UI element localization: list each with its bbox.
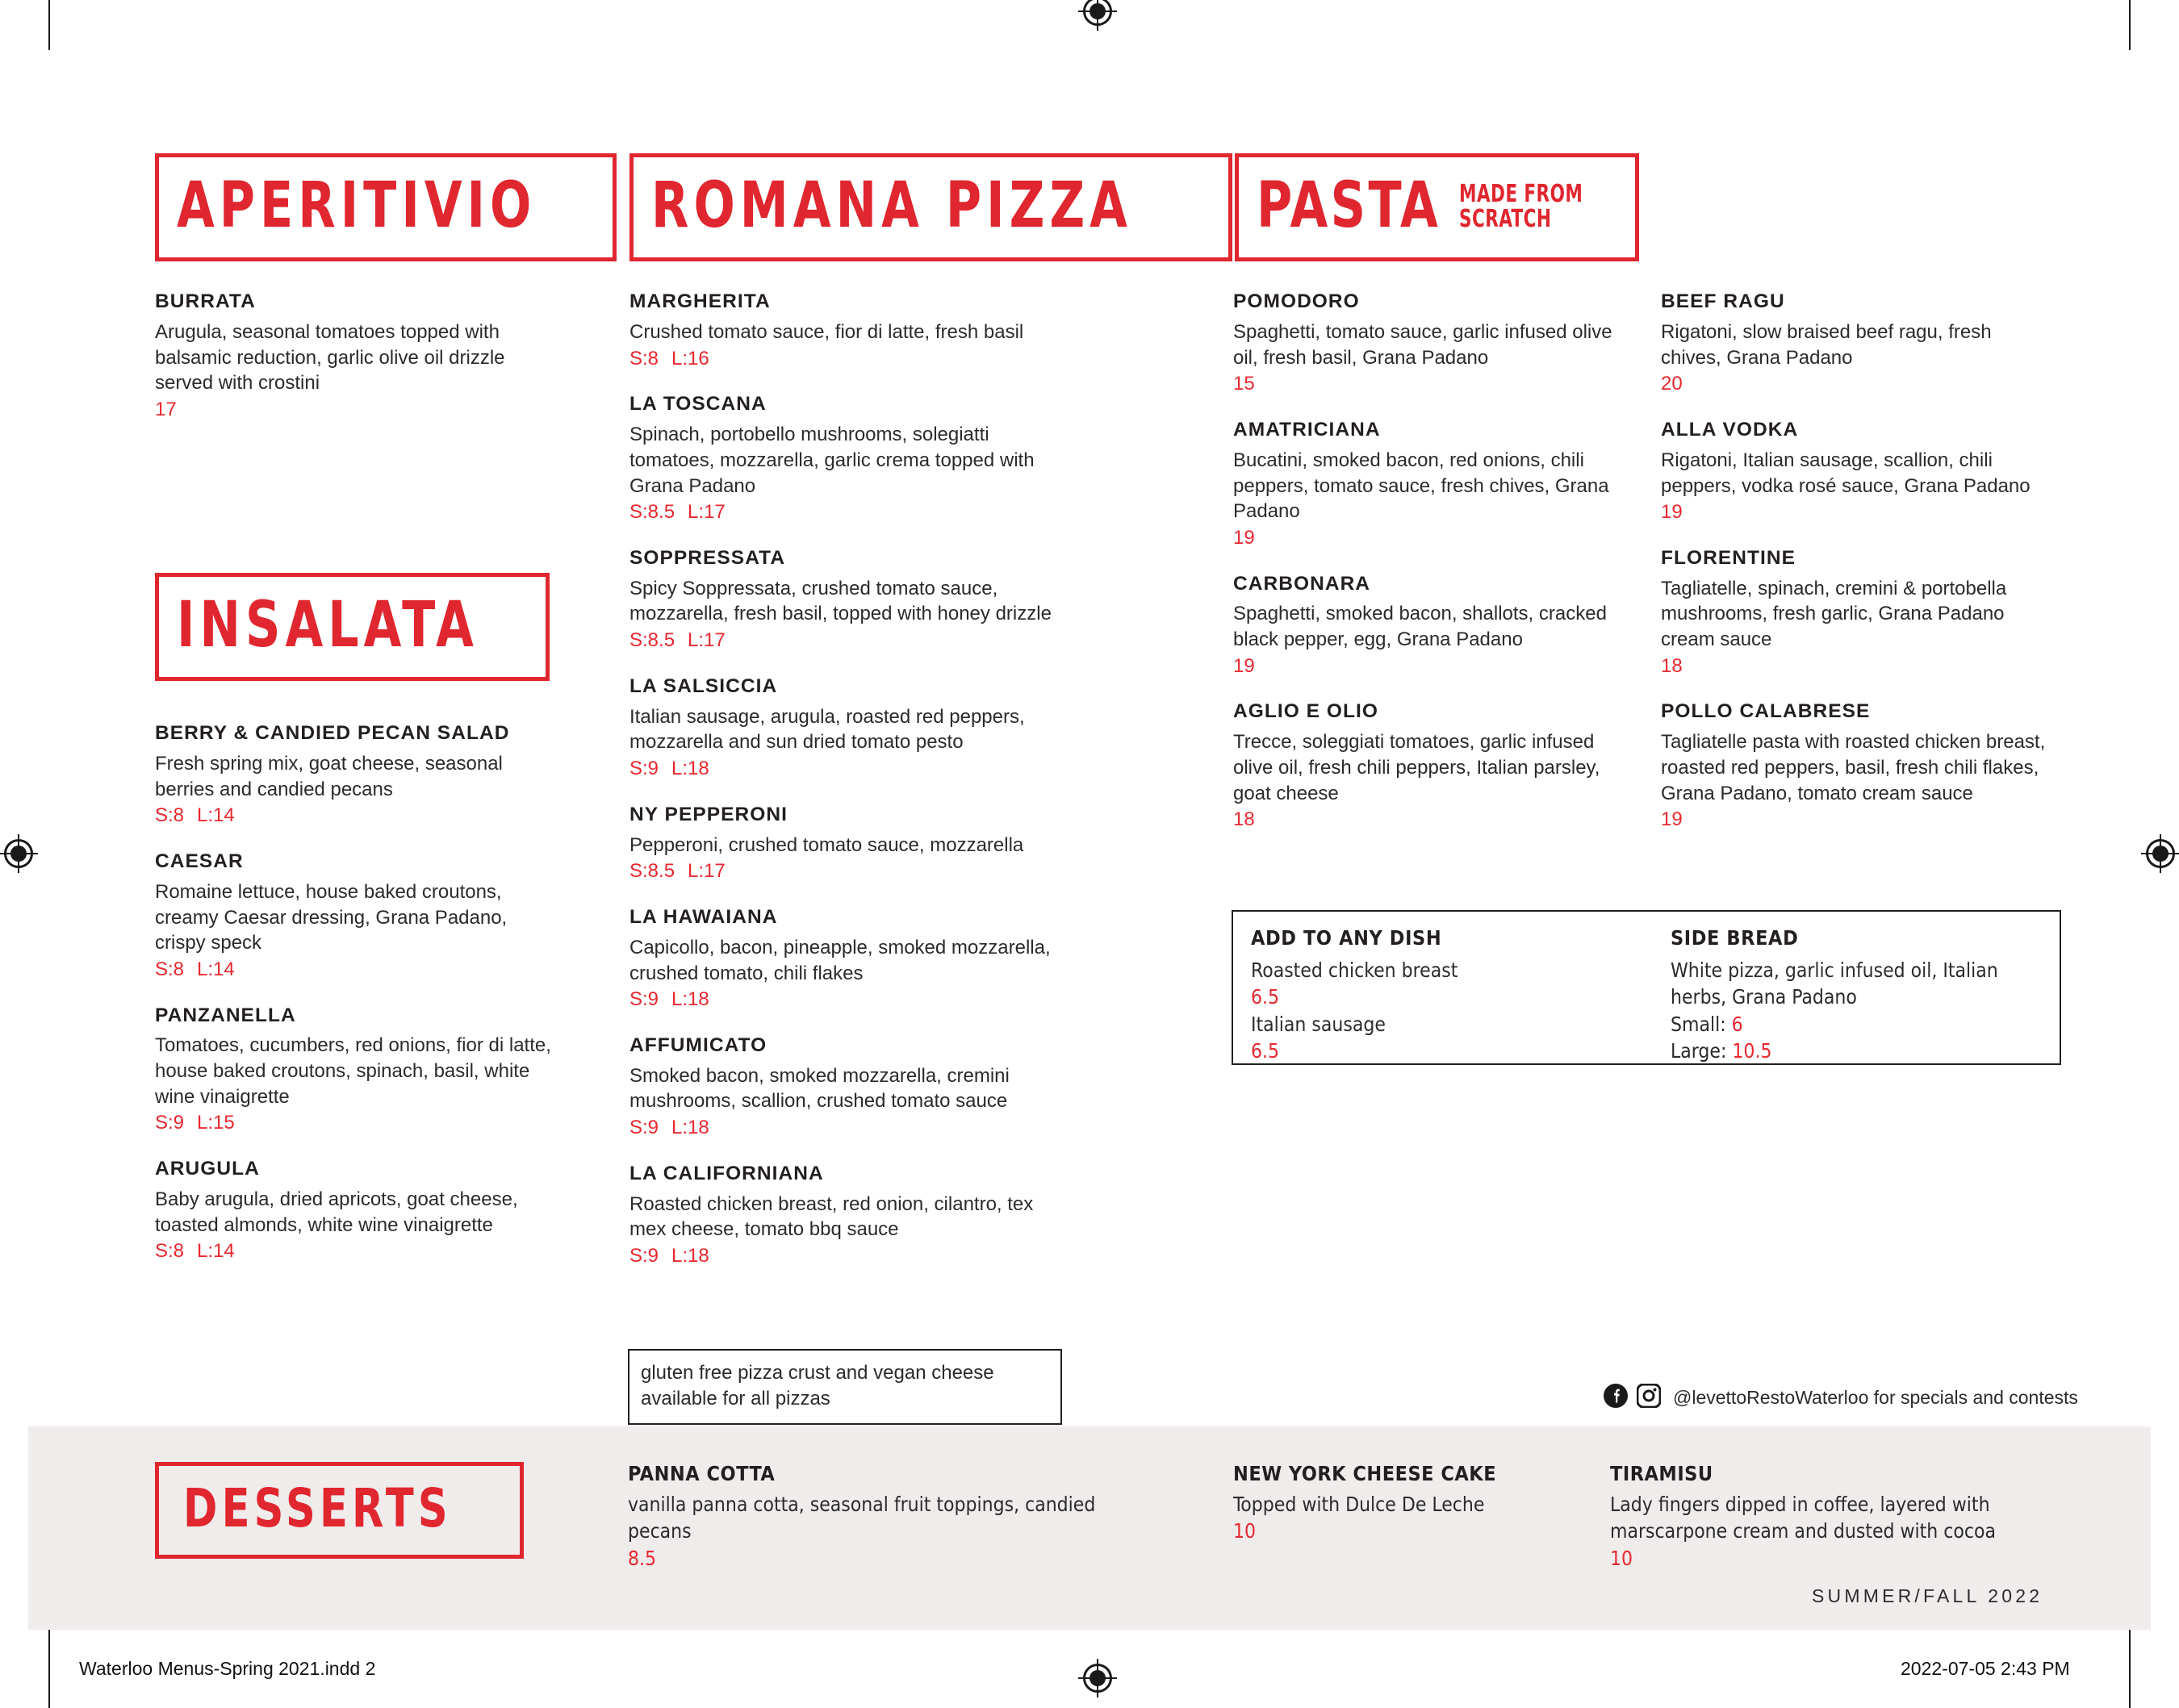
price-small: S:9: [629, 988, 659, 1011]
column-pizza: [629, 153, 1132, 261]
section-plate-pizza: [629, 153, 1232, 261]
item-name: NY PEPPERONI: [629, 803, 788, 825]
crop-mark-bottom-right: [2129, 1630, 2131, 1708]
item-price: 19: [1233, 526, 1255, 549]
price-large: L:17: [688, 629, 726, 652]
menu-item: [155, 1004, 558, 1137]
gluten-free-note: [628, 1349, 1062, 1425]
item-description: Roasted chicken breast, red onion, cilantro, tex mex cheese, tomato bbq sauce: [629, 1192, 1034, 1241]
menu-item: [1661, 419, 2056, 525]
item-description: Smoked bacon, smoked mozzarella, cremini mushrooms, scallion, crushed tomato sauce: [629, 1064, 1010, 1113]
menu-item: [629, 547, 1065, 654]
addons-box: [1232, 910, 2061, 1065]
menu-item: [1661, 700, 2056, 833]
note-line-1: gluten free pizza crust and vegan cheese: [641, 1362, 994, 1384]
item-name: BURRATA: [155, 290, 256, 312]
side-bread-small: [1671, 1011, 2056, 1038]
side-bread-small-price: 6: [1731, 1012, 1743, 1036]
price-large: L:18: [671, 758, 709, 780]
menu-item: [629, 906, 1065, 1013]
price-large: L:16: [671, 347, 709, 370]
item-name: BEEF RAGU: [1661, 290, 1785, 312]
item-price: [155, 957, 558, 983]
item-description: Topped with Dulce De Leche: [1233, 1493, 1485, 1516]
section-title-pizza: ROMANA PIZZA: [651, 169, 1132, 242]
add-to-any-dish-title: ADD TO ANY DISH: [1251, 926, 1442, 950]
price-small: S:9: [629, 1245, 659, 1267]
addon-label: Roasted chicken breast: [1251, 958, 1458, 982]
side-bread-large-price: 10.5: [1732, 1038, 1772, 1063]
item-price: [155, 803, 558, 829]
addon-price: 6.5: [1251, 985, 1280, 1009]
item-description: Spaghetti, smoked bacon, shallots, cracked black pepper, egg, Grana Padano: [1233, 603, 1607, 651]
price-small: S:8.5: [629, 860, 675, 883]
item-name: AGLIO E OLIO: [1233, 700, 1379, 723]
item-price: 19: [1661, 501, 1683, 524]
price-small: S:8: [155, 1240, 185, 1263]
section-plate-desserts: [155, 1462, 524, 1559]
item-name: MARGHERITA: [629, 290, 771, 312]
item-description: Crushed tomato sauce, fior di latte, fresh basil: [629, 320, 1024, 343]
item-name: ALLA VODKA: [1661, 418, 1799, 441]
side-bread-panel: [1653, 912, 2056, 1063]
item-price: 10: [1233, 1519, 1257, 1543]
menu-item: [629, 290, 1065, 371]
item-name: AFFUMICATO: [629, 1034, 767, 1056]
menu-item: [1233, 700, 1629, 833]
item-description: Trecce, soleggiati tomatoes, garlic infused olive oil, fresh chili peppers, Italian parsley, goat cheese: [1233, 731, 1600, 804]
side-bread-description: White pizza, garlic infused oil, Italian herbs, Grana Padano: [1671, 958, 1998, 1009]
item-description: Fresh spring mix, goat cheese, seasonal berries and candied pecans: [155, 752, 503, 800]
price-large: L:17: [688, 860, 726, 883]
price-small: S:9: [155, 1112, 185, 1134]
price-large: L:18: [671, 988, 709, 1011]
section-plate-aperitivio: [155, 153, 617, 261]
item-name: CARBONARA: [1233, 572, 1371, 595]
section-plate-pasta: [1235, 153, 1639, 261]
crop-mark-bottom-left: [48, 1630, 50, 1708]
section-plate-insalata: [155, 573, 550, 681]
item-name: POMODORO: [1233, 290, 1360, 312]
item-name: BERRY & CANDIED PECAN SALAD: [155, 722, 510, 744]
dessert-item-tiramisu: [1610, 1462, 2062, 1572]
price-large: L:18: [671, 1245, 709, 1267]
item-price: [629, 346, 1065, 372]
insalata-items: [155, 722, 558, 1286]
section-title-insalata: INSALATA: [177, 589, 479, 662]
item-price: [629, 756, 1065, 782]
menu-item: [1661, 547, 2056, 679]
item-price: 18: [1661, 654, 1683, 677]
menu-item: [1661, 290, 2056, 397]
pasta-items-left: [1233, 290, 1629, 854]
season-label: SUMMER/FALL 2022: [1812, 1585, 2043, 1606]
item-description: Lady fingers dipped in coffee, layered with marscarpone cream and dusted with cocoa: [1610, 1493, 1996, 1543]
column-pasta: [1235, 153, 1639, 261]
item-description: Capicollo, bacon, pineapple, smoked mozzarella, crushed tomato, chili flakes: [629, 936, 1051, 984]
item-price: [629, 1115, 1065, 1141]
section-title-pasta: PASTA: [1257, 169, 1441, 242]
item-description: Italian sausage, arugula, roasted red peppers, mozzarella and sun dried tomato pesto: [629, 705, 1025, 754]
pizza-items: [629, 290, 1065, 1291]
item-price: 8.5: [628, 1546, 657, 1570]
item-description: Tomatoes, cucumbers, red onions, fior di latte, house baked croutons, spinach, basil, white wine vinaigrette: [155, 1034, 551, 1108]
facebook-icon[interactable]: [1604, 1384, 1628, 1412]
price-large: L:17: [688, 501, 726, 524]
item-description: Spinach, portobello mushrooms, solegiatti tomatoes, mozzarella, garlic crema topped with Grana Padano: [629, 424, 1035, 497]
item-name: ARUGULA: [155, 1158, 260, 1180]
pasta-badge-line-1: MADE FROM: [1459, 180, 1583, 209]
item-price: [155, 1110, 558, 1136]
registration-mark-bottom: [1083, 1664, 1112, 1693]
item-description: Pepperoni, crushed tomato sauce, mozzarella: [629, 833, 1024, 856]
item-price: 19: [1661, 808, 1683, 831]
price-small: S:8: [155, 958, 185, 980]
registration-mark-left: [4, 839, 33, 868]
price-large: L:14: [197, 958, 235, 980]
menu-item: [629, 1034, 1065, 1141]
item-name: LA SALSICCIA: [629, 674, 778, 697]
instagram-icon[interactable]: [1637, 1384, 1661, 1412]
item-name: TIRAMISU: [1610, 1462, 1713, 1485]
item-description: Spicy Soppressata, crushed tomato sauce, mozzarella, fresh basil, topped with honey drizzle: [629, 577, 1052, 625]
registration-mark-top: [1083, 0, 1112, 26]
menu-item: [629, 393, 1065, 525]
side-bread-large: [1671, 1038, 2056, 1064]
aperitivio-items: [155, 290, 550, 445]
item-description: Rigatoni, Italian sausage, scallion, chili peppers, vodka rosé sauce, Grana Padano: [1661, 449, 2031, 497]
footer-filename: Waterloo Menus-Spring 2021.indd 2: [79, 1658, 376, 1679]
add-to-any-dish-panel: [1233, 912, 1653, 1063]
item-name: LA CALIFORNIANA: [629, 1162, 824, 1184]
price-large: L:14: [197, 1240, 235, 1263]
item-price: [629, 987, 1065, 1013]
item-price: 19: [1233, 654, 1255, 677]
menu-item: [629, 675, 1065, 782]
column-insalata: [155, 573, 558, 681]
crop-mark-top-left: [48, 0, 50, 50]
item-name: PANNA COTTA: [628, 1462, 776, 1485]
section-title-aperitivio: APERITIVIO: [177, 169, 537, 242]
menu-item: [155, 290, 550, 423]
item-name: PANZANELLA: [155, 1004, 296, 1026]
pasta-badge: [1459, 182, 1583, 232]
menu-item: [629, 804, 1065, 884]
side-bread-title: SIDE BREAD: [1671, 926, 1799, 950]
item-price: 10: [1610, 1546, 1633, 1570]
menu-item: [155, 850, 558, 983]
pasta-items-right: [1661, 290, 2056, 854]
item-name: FLORENTINE: [1661, 546, 1796, 569]
dessert-item-panna-cotta: [628, 1462, 1144, 1572]
section-title-desserts: DESSERTS: [183, 1477, 452, 1539]
column-desserts: [155, 1462, 524, 1559]
item-description: Rigatoni, slow braised beef ragu, fresh chives, Grana Padano: [1661, 320, 1992, 369]
menu-item: [1233, 573, 1629, 679]
item-name: SOPPRESSATA: [629, 546, 786, 569]
footer-timestamp: 2022-07-05 2:43 PM: [1901, 1658, 2070, 1679]
menu-item: [155, 722, 558, 829]
item-description: Tagliatelle, spinach, cremini & portobella mushrooms, fresh garlic, Grana Padano cream sauce: [1661, 577, 2007, 651]
item-description: Romaine lettuce, house baked croutons, creamy Caesar dressing, Grana Padano, crispy speck: [155, 880, 508, 954]
addon-label: Italian sausage: [1251, 1012, 1386, 1036]
note-line-2: available for all pizzas: [641, 1387, 830, 1409]
item-name: LA TOSCANA: [629, 393, 767, 416]
side-bread-small-label: Small:: [1671, 1012, 1726, 1036]
item-description: Arugula, seasonal tomatoes topped with balsamic reduction, garlic olive oil drizzle served with crostini: [155, 320, 505, 395]
item-price: [629, 858, 1065, 884]
item-description: Tagliatelle pasta with roasted chicken breast, roasted red peppers, basil, fresh chili flakes, Grana Padano, tomato cream sauce: [1661, 731, 2046, 804]
crop-mark-top-right: [2129, 0, 2131, 50]
price-small: S:8: [155, 804, 185, 827]
item-description: Baby arugula, dried apricots, goat cheese, toasted almonds, white wine vinaigrette: [155, 1188, 518, 1236]
item-name: POLLO CALABRESE: [1661, 700, 1871, 723]
price-large: L:14: [197, 804, 235, 827]
item-price: [629, 499, 1065, 525]
price-large: L:18: [671, 1117, 709, 1139]
item-price: 20: [1661, 373, 1683, 395]
menu-item: [629, 1163, 1065, 1269]
item-price: 17: [155, 398, 177, 420]
item-description: Spaghetti, tomato sauce, garlic infused olive oil, fresh basil, Grana Padano: [1233, 320, 1612, 369]
item-name: CAESAR: [155, 850, 244, 872]
pasta-badge-line-2: SCRATCH: [1459, 205, 1552, 233]
price-small: S:9: [629, 1117, 659, 1139]
item-description: Bucatini, smoked bacon, red onions, chili peppers, tomato sauce, fresh chives, Grana Padano: [1233, 449, 1609, 523]
price-large: L:15: [197, 1112, 235, 1134]
item-name: NEW YORK CHEESE CAKE: [1233, 1462, 1497, 1485]
item-price: [629, 1243, 1065, 1269]
price-small: S:8.5: [629, 501, 675, 524]
addon-price: 6.5: [1251, 1038, 1280, 1063]
column-aperitivio: [155, 153, 558, 261]
price-small: S:8: [629, 347, 659, 370]
social-row: [1604, 1384, 2078, 1412]
menu-item: [155, 1158, 558, 1264]
price-small: S:8.5: [629, 629, 675, 652]
item-price: [155, 1238, 558, 1264]
social-handle-text: @levettoRestoWaterloo for specials and contests: [1673, 1387, 2078, 1408]
item-name: AMATRICIANA: [1233, 418, 1381, 441]
item-price: 15: [1233, 373, 1255, 395]
item-description: vanilla panna cotta, seasonal fruit toppings, candied pecans: [628, 1493, 1096, 1543]
side-bread-large-label: Large:: [1671, 1038, 1727, 1063]
item-price: [629, 628, 1065, 654]
menu-item: [1233, 419, 1629, 551]
dessert-item-cheese-cake: [1233, 1462, 1580, 1545]
item-name: LA HAWAIANA: [629, 905, 778, 928]
item-price: 18: [1233, 808, 1255, 831]
price-small: S:9: [629, 758, 659, 780]
menu-item: [1233, 290, 1629, 397]
registration-mark-right: [2146, 839, 2175, 868]
